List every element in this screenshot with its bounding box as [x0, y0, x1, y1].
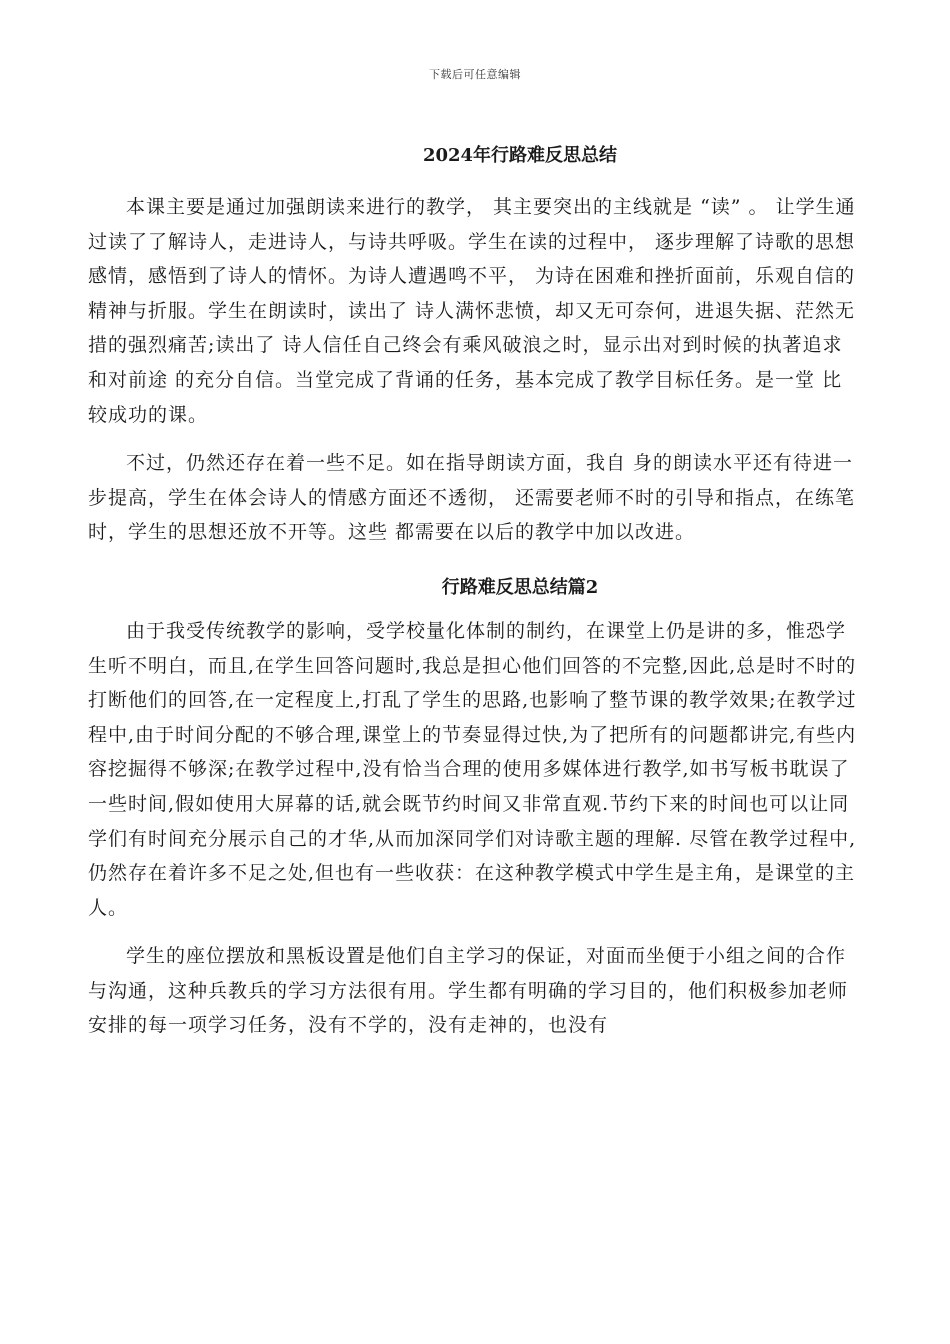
document-body	[88, 140, 862, 1057]
section-subtitle: 行路难反思总结篇2	[441, 576, 599, 598]
document-title: 2024年行路难反思总结	[422, 145, 618, 166]
paragraph: 本课主要是通过加强朗读来进行的教学， 其主要突出的主线就是 “读” 。 让学生通过读了了解诗人，走进诗人，与诗共呼吸。学生在读的过程中， 逐步理解了诗歌的思想感情，感悟到了诗人的情怀。为诗人遭遇鸣不平， 为诗在困难和挫折面前，乐观自信的精神与折服。学生在朗读时，读出了 诗人满怀悲愤，却又无可奈何，进退失据、茫然无措的强烈痛苦;读出了 诗人信任自己终会有乘风破浪之时，显示出对到时候的执著追求和对前途 的充分自信。当堂完成了背诵的任务，基本完成了教学目标任务。是一堂 比较成功的课。	[88, 196, 856, 426]
paragraph: 由于我受传统教学的影响，受学校量化体制的制约，在课堂上仍是讲的多，惟恐学生听不明白，而且,在学生回答问题时,我总是担心他们回答的不完整,因此,总是时不时的打断他们的回答,在一定程度上,打乱了学生的思路,也影响了整节课的教学效果;在教学过程中,由于时间分配的不够合理,课堂上的节奏显得过快,为了把所有的问题都讲完,有些内容挖掘得不够深;在教学过程中,没有恰当合理的使用多媒体进行教学,如书写板书耽误了一些时间,假如使用大屏幕的话,就会既节约时间又非常直观.节约下来的时间也可以让同学们有时间充分展示自己的才华,从而加深同学们对诗歌主题的理解. 尽管在教学过程中,仍然存在着许多不足之处,但也有一些收获：在这种教学模式中学生是主角，是课堂的主人。	[88, 619, 857, 919]
header-note: 下载后可任意编辑	[429, 68, 521, 81]
paragraph: 学生的座位摆放和黑板设置是他们自主学习的保证，对面而坐便于小组之间的合作与沟通，这种兵教兵的学习方法很有用。学生都有明确的学习目的，他们积极参加老师安排的每一项学习任务，没有不学的，没有走神的，也没有	[88, 945, 849, 1037]
paragraph: 不过，仍然还存在着一些不足。如在指导朗读方面，我自 身的朗读水平还有待进一步提高，学生在体会诗人的情感方面还不透彻， 还需要老师不时的引导和指点，在练笔时，学生的思想还放不开等。这些 都需要在以后的教学中加以改进。	[88, 452, 856, 544]
